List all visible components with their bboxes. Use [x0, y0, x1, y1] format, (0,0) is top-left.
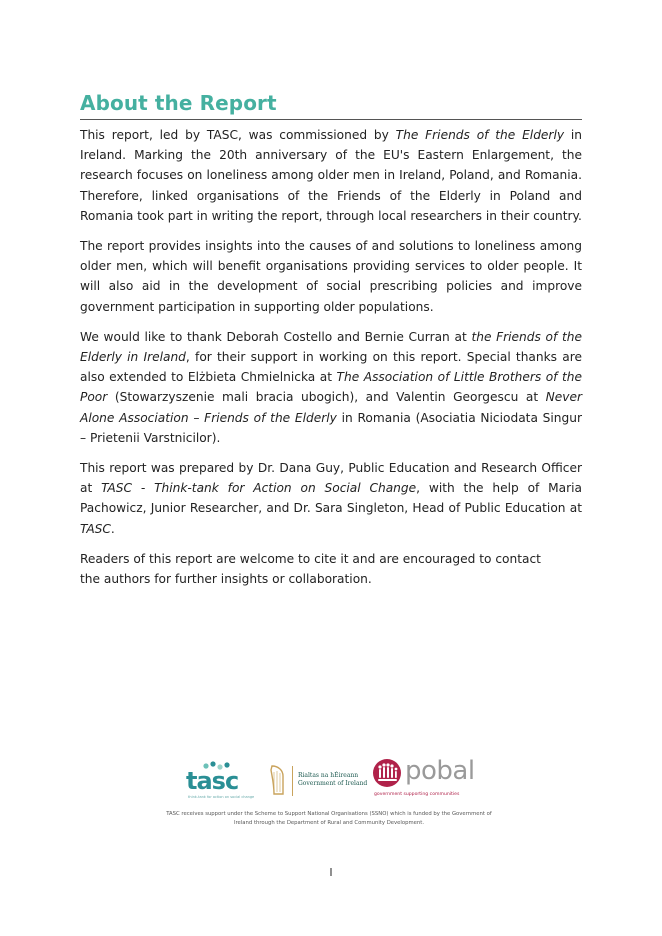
funding-line: Ireland through the Department of Rural and Community Development.	[233, 820, 425, 826]
funding-line: TASC receives support under the Scheme to Support National Organisations (SSNO) which is funded by the Government of	[166, 811, 492, 817]
government-of-ireland-logo	[268, 764, 368, 798]
harp-icon	[268, 764, 286, 798]
government-text	[298, 772, 367, 788]
text-span: in Ireland. Marking the 20th anniversary of the EU's Eastern Enlargement, the research focuses on loneliness among older men in Ireland, Poland, and Romania. Therefore, linked organisations of the Friends of the Elderly in Poland and Romania took part in writing the report, through local researchers in their country.	[80, 128, 582, 223]
logo-divider	[292, 766, 293, 796]
org-name-italic: the Friends of the Elderly in Ireland	[80, 329, 582, 365]
title-underline	[80, 119, 582, 120]
paragraph-insights	[80, 236, 582, 317]
tasc-logo	[186, 760, 255, 802]
pobal-people-icon	[372, 758, 402, 788]
org-name-italic: Never Alone Association – Friends of the Elderly	[80, 390, 582, 425]
org-name-italic: TASC	[80, 521, 111, 536]
paragraph-citation	[80, 549, 582, 589]
pobal-tagline: government supporting communities	[374, 792, 460, 797]
sponsor-logos	[150, 752, 508, 836]
page-number: I	[329, 866, 333, 879]
text-span: .	[110, 521, 115, 536]
text-span: in Romania (Asociatia Niciodata Singur – Prietenii Varstnicilor).	[80, 410, 582, 445]
paragraph-commission	[80, 125, 582, 226]
text-span: The report provides insights into the causes of and solutions to loneliness among older men, which will benefit organisations providing services to older people. It will also aid in the development of social prescribing policies and improve government participation in supporting older populations.	[80, 239, 582, 314]
tasc-wordmark: tasc	[186, 767, 239, 795]
text-span: This report, led by TASC, was commissioned by	[80, 128, 396, 142]
paragraph-authors	[80, 458, 582, 539]
paragraph-thanks	[80, 327, 582, 448]
org-name-italic: The Friends of the Elderly	[395, 128, 565, 142]
gov-irish-name: Rialtas na hÉireann	[298, 772, 359, 779]
text-span: Readers of this report are welcome to cite it and are encouraged to contact the authors for further insights or collaboration.	[80, 551, 541, 587]
text-span: (Stowarzyszenie mali bracia ubogich), and Valentin Georgescu at	[107, 390, 546, 405]
pobal-logo	[372, 756, 475, 800]
text-span: This report was prepared by Dr. Dana Guy, Public Education and Research Officer at	[80, 461, 582, 496]
report-body	[80, 125, 582, 599]
funding-statement	[150, 810, 508, 828]
text-span: We would like to thank Deborah Costello and Bernie Curran at	[80, 329, 472, 344]
text-span: , with the help of Maria Pachowicz, Junior Researcher, and Dr. Sara Singleton, Head of Public Education at	[80, 481, 582, 516]
page-title: About the Report	[80, 91, 277, 115]
org-name-italic: The Association of Little Brothers of the Poor	[80, 370, 582, 405]
gov-english-name: Government of Ireland	[298, 780, 368, 787]
text-span: , for their support in working on this report. Special thanks are also extended to Elżbieta Chmielnicka at	[80, 350, 582, 385]
pobal-wordmark: pobal	[405, 756, 475, 786]
org-name-italic: TASC - Think-tank for Action on Social Change	[101, 481, 417, 496]
tasc-tagline: think-tank for action on social change	[188, 795, 255, 799]
